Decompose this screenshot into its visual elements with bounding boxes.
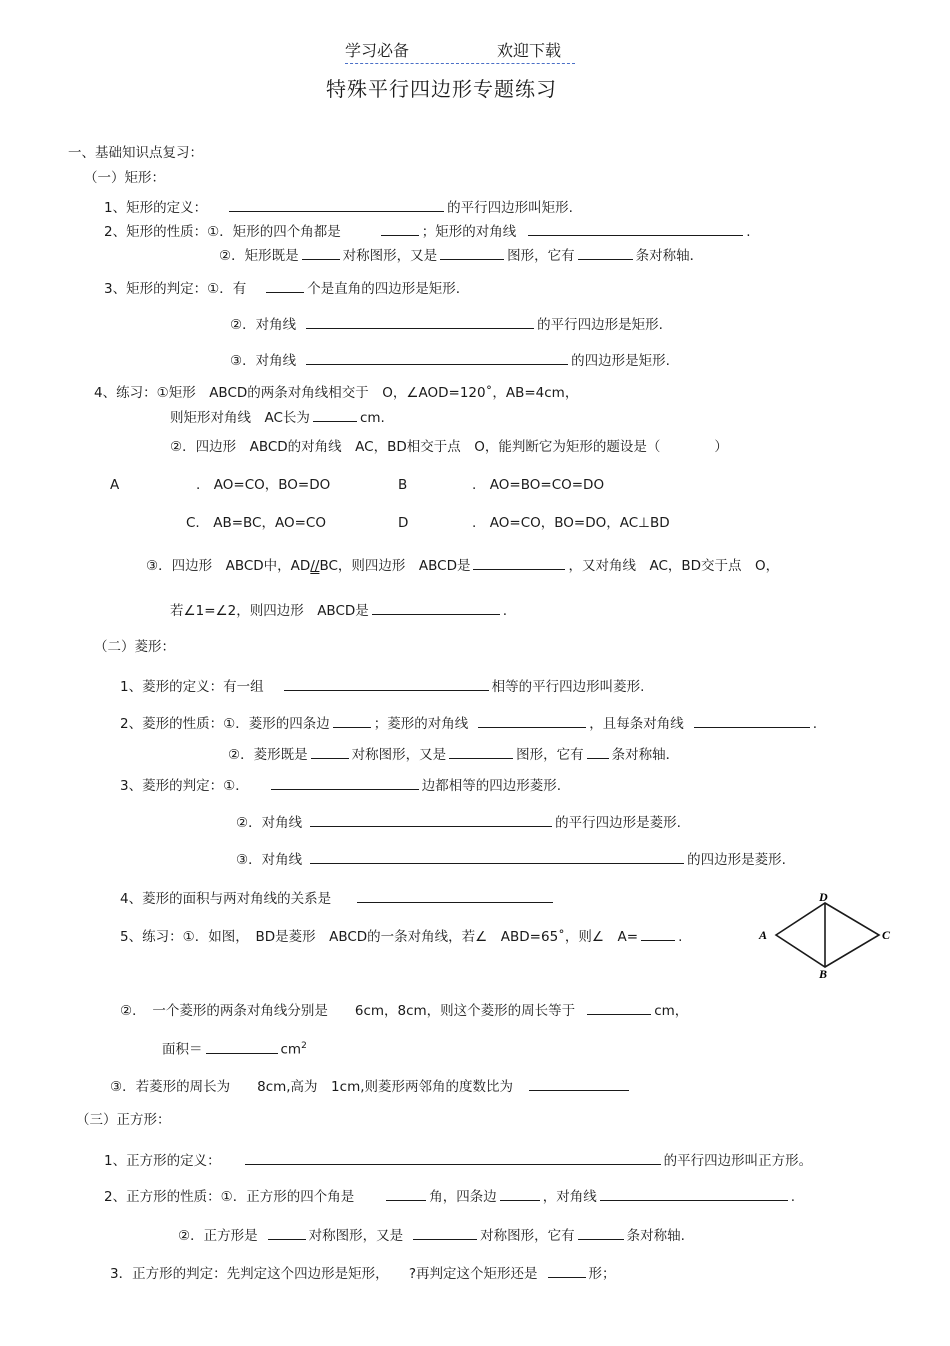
- blank[interactable]: [313, 407, 357, 422]
- rect-exercise-3: ③．四边形 ABCD中，AD//BC，则四边形 ABCD是 ，又对角线 AC，BD交于点 O，: [146, 555, 779, 575]
- rect-judge-2: ②．对角线 的平行四边形是矩形.: [230, 314, 663, 334]
- rhombus-exercise-3: ③．若菱形的周长为 8cm,高为 1cm,则菱形两邻角的度数比为: [110, 1076, 632, 1096]
- blank[interactable]: [529, 1076, 629, 1091]
- blank[interactable]: [440, 245, 504, 260]
- blank[interactable]: [266, 278, 304, 293]
- blank[interactable]: [357, 888, 553, 903]
- blank[interactable]: [372, 600, 500, 615]
- rhombus-definition: 1、菱形的定义：有一组 相等的平行四边形叫菱形.: [120, 676, 644, 696]
- blank[interactable]: [578, 1225, 624, 1240]
- blank[interactable]: [310, 812, 552, 827]
- blank[interactable]: [587, 744, 609, 759]
- header-underline: [345, 63, 575, 64]
- blank[interactable]: [206, 1039, 278, 1054]
- blank[interactable]: [310, 849, 684, 864]
- vertex-d-label: D: [819, 890, 828, 904]
- header-right: 欢迎下载: [497, 41, 562, 60]
- blank[interactable]: [478, 713, 586, 728]
- blank[interactable]: [302, 245, 340, 260]
- square-property-1: 2、正方形的性质：①．正方形的四个角是 角，四条边 ，对角线 .: [104, 1186, 795, 1206]
- rhombus-exercise-2: ②． 一个菱形的两条对角线分别是 6cm，8cm，则这个菱形的周长等于 cm，: [120, 1000, 688, 1020]
- rect-exercise-2: ②．四边形 ABCD的对角线 AC，BD相交于点 O，能判断它为矩形的题设是（ ）: [170, 439, 728, 455]
- rhombus-judge-2: ②．对角线 的平行四边形是菱形.: [236, 812, 681, 832]
- section-heading: 一、基础知识点复习：: [68, 145, 203, 161]
- blank[interactable]: [306, 314, 534, 329]
- blank[interactable]: [641, 926, 675, 941]
- header-left: 学习必备: [345, 41, 410, 60]
- blank[interactable]: [306, 350, 568, 365]
- option-d-text[interactable]: . AO=CO，BO=DO，AC⊥BD: [472, 515, 670, 531]
- blank[interactable]: [500, 1186, 540, 1201]
- blank[interactable]: [229, 197, 444, 212]
- blank[interactable]: [333, 713, 371, 728]
- rhombus-exercise-2-cont: 面积＝ $cm^2$: [162, 1037, 307, 1059]
- blank[interactable]: [578, 245, 633, 260]
- option-a-label: A: [110, 477, 120, 493]
- vertex-a-label: A: [759, 928, 768, 942]
- blank[interactable]: [381, 221, 419, 236]
- blank[interactable]: [311, 744, 349, 759]
- page-title: 特殊平行四边形专题练习: [326, 77, 557, 101]
- rhombus-property-1: 2、菱形的性质：①．菱形的四条边 ；菱形的对角线 ，且每条对角线 .: [120, 713, 817, 733]
- rhombus-heading: （二）菱形：: [94, 639, 175, 655]
- blank[interactable]: [271, 775, 419, 790]
- page-header: [345, 42, 575, 60]
- rect-exercise-3-cont: 若∠1=∠2，则四边形 ABCD是 .: [170, 600, 507, 620]
- blank[interactable]: [548, 1263, 586, 1278]
- blank[interactable]: [449, 744, 513, 759]
- option-a-text[interactable]: . AO=CO，BO=DO: [196, 477, 331, 493]
- vertex-b-label: B: [819, 967, 828, 981]
- blank[interactable]: [284, 676, 489, 691]
- rect-property-1: 2、矩形的性质：①．矩形的四个角都是 ；矩形的对角线 .: [104, 221, 751, 241]
- rhombus-property-2: ②．菱形既是 对称图形，又是 图形，它有 条对称轴．: [228, 744, 679, 764]
- blank[interactable]: [473, 555, 565, 570]
- blank[interactable]: [600, 1186, 788, 1201]
- blank[interactable]: [245, 1150, 661, 1165]
- rect-property-2: ②．矩形既是 对称图形，又是 图形，它有 条对称轴．: [219, 245, 703, 265]
- rect-exercise-1-cont: 则矩形对角线 AC长为 cm.: [170, 407, 385, 427]
- square-judge: 3．正方形的判定：先判定这个四边形是矩形， ?再判定这个矩形还是 形；: [110, 1263, 616, 1283]
- option-c-text[interactable]: C. AB=BC，AO=CO: [186, 515, 326, 531]
- blank[interactable]: [268, 1225, 306, 1240]
- rhombus-area: 4、菱形的面积与两对角线的关系是: [120, 888, 556, 908]
- square-property-2: ②．正方形是 对称图形，又是 对称图形，它有 条对称轴.: [178, 1225, 685, 1245]
- rect-exercise-1: 4、练习：①矩形 ABCD的两条对角线相交于 O，∠AOD=120˚，AB=4cm，: [94, 385, 579, 401]
- option-b-text[interactable]: . AO=BO=CO=DO: [472, 477, 605, 493]
- square-heading: （三）正方形：: [76, 1112, 171, 1128]
- parallel-equal-symbol: //: [310, 558, 320, 574]
- blank[interactable]: [413, 1225, 477, 1240]
- rect-heading: （一）矩形：: [84, 170, 165, 186]
- rect-definition: 1、矩形的定义： 的平行四边形叫矩形.: [104, 197, 573, 217]
- blank[interactable]: [386, 1186, 426, 1201]
- rhombus-exercise-1: 5、练习：①．如图， BD是菱形 ABCD的一条对角线，若∠ ABD=65˚，则∠ A= .: [120, 926, 682, 946]
- rhombus-figure: [752, 890, 902, 982]
- blank[interactable]: [694, 713, 810, 728]
- rhombus-judge-3: ③．对角线 的四边形是菱形.: [236, 849, 786, 869]
- option-b-label: B: [398, 477, 408, 493]
- rhombus-shape: [776, 903, 879, 967]
- option-d-label: D: [398, 515, 409, 531]
- rhombus-judge-1: 3、菱形的判定：①． 边都相等的四边形菱形.: [120, 775, 561, 795]
- rect-judge-3: ③．对角线 的四边形是矩形.: [230, 350, 670, 370]
- blank[interactable]: [587, 1000, 651, 1015]
- blank[interactable]: [528, 221, 743, 236]
- rect-judge-1: 3、矩形的判定：①．有 个是直角的四边形是矩形.: [104, 278, 460, 298]
- vertex-c-label: C: [882, 928, 891, 942]
- square-definition: 1、正方形的定义： 的平行四边形叫正方形。: [104, 1150, 812, 1170]
